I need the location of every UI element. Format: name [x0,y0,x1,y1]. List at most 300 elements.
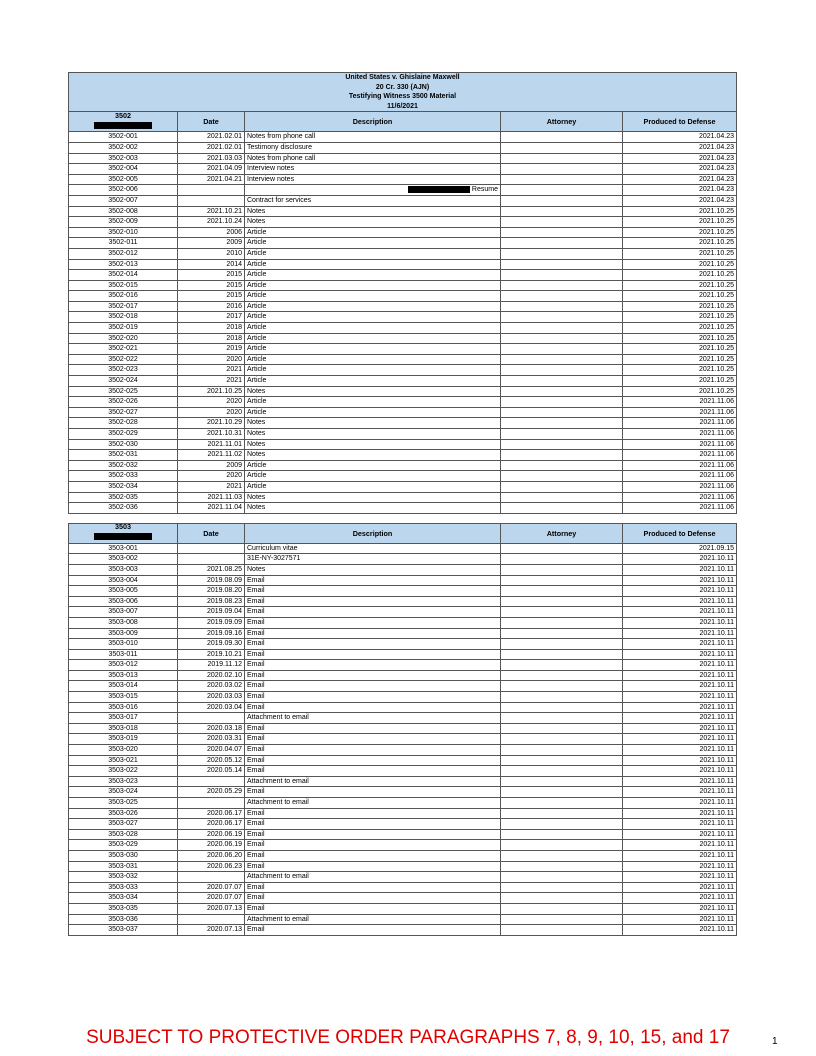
bates-id-cell: 3502-003 [69,153,178,164]
docket-number: 20 Cr. 330 (AJN) [69,83,737,93]
description-text: Email [247,767,265,775]
produced-date-cell: 2021.10.25 [623,354,737,365]
description-cell [245,142,501,153]
table-row [69,195,737,206]
description-cell [245,586,501,597]
bates-id-cell: 3503-033 [69,882,178,893]
produced-date-cell: 2021.10.11 [623,766,737,777]
description-cell [245,798,501,809]
produced-date-cell: 2021.11.06 [623,418,737,429]
bates-id-cell: 3503-026 [69,808,178,819]
bates-id-cell: 3502-029 [69,429,178,440]
table-row [69,586,737,597]
bates-id-cell: 3503-016 [69,702,178,713]
table-row [69,280,737,291]
table-row [69,692,737,703]
description-text: Email [247,883,265,891]
description-cell [245,386,501,397]
date-cell [178,914,245,925]
date-cell: 2019.09.04 [178,607,245,618]
date-cell: 2020.03.02 [178,681,245,692]
attorney-cell [501,323,623,334]
bates-id-cell: 3502-013 [69,259,178,270]
description-cell [245,376,501,387]
description-text: Email [247,682,265,690]
produced-date-cell: 2021.10.11 [623,607,737,618]
attorney-cell [501,397,623,408]
table-row [69,723,737,734]
table-row [69,840,737,851]
description-cell [245,670,501,681]
description-text: Notes [247,504,266,512]
date-cell: 2021.11.02 [178,450,245,461]
table-row [69,798,737,809]
attorney-cell [501,660,623,671]
table-row [69,153,737,164]
description-cell [245,554,501,565]
table-row [69,132,737,143]
table-row [69,344,737,355]
produced-date-cell: 2021.04.23 [623,142,737,153]
date-cell: 2021.11.01 [178,439,245,450]
bates-id-cell: 3503-012 [69,660,178,671]
date-cell: 2021 [178,365,245,376]
description-text: Article [247,313,267,321]
attorney-cell [501,312,623,323]
date-cell: 2021 [178,376,245,387]
table-row [69,333,737,344]
description-text: Contract for services [247,196,312,204]
bates-id-cell: 3502-019 [69,323,178,334]
description-text: Notes [247,565,266,573]
table-row [69,564,737,575]
description-cell [245,174,501,185]
produced-date-cell: 2021.11.06 [623,450,737,461]
description-text: Article [247,377,267,385]
table-row [69,259,737,270]
date-cell: 2020.06.20 [178,850,245,861]
description-cell [245,840,501,851]
description-text: Email [247,661,265,669]
produced-date-cell: 2021.10.11 [623,596,737,607]
bates-id-cell: 3503-027 [69,819,178,830]
date-cell: 2009 [178,460,245,471]
date-cell: 2020.03.31 [178,734,245,745]
description-cell [245,607,501,618]
produced-date-cell: 2021.10.11 [623,903,737,914]
description-cell [245,713,501,724]
description-cell [245,660,501,671]
description-text: Email [247,746,265,754]
date-cell: 2021.04.21 [178,174,245,185]
attorney-cell [501,291,623,302]
description-cell [245,596,501,607]
table-row [69,492,737,503]
date-cell: 2020.07.13 [178,925,245,936]
attorney-cell [501,819,623,830]
witness-id-header [69,112,178,132]
description-text: Attachment to email [247,714,309,722]
attorney-cell [501,174,623,185]
description-text: Article [247,292,267,300]
bates-id-cell: 3502-035 [69,492,178,503]
description-cell [245,734,501,745]
date-cell: 2021.03.03 [178,153,245,164]
description-text: Email [247,820,265,828]
table-row [69,808,737,819]
bates-id-cell: 3502-007 [69,195,178,206]
produced-date-cell: 2021.04.23 [623,164,737,175]
attorney-cell [501,217,623,228]
description-cell [245,543,501,554]
description-text: Email [247,894,265,902]
date-cell: 2020.05.14 [178,766,245,777]
attorney-cell [501,554,623,565]
attorney-cell [501,333,623,344]
description-cell [245,164,501,175]
witness-id: 3503 [115,523,131,532]
date-cell: 2020.04.07 [178,745,245,756]
bates-id-cell: 3502-006 [69,185,178,196]
bates-id-cell: 3503-018 [69,723,178,734]
page-number: 1 [772,1036,778,1047]
description-cell [245,418,501,429]
date-cell: 2020.06.17 [178,819,245,830]
table-row [69,301,737,312]
attorney-cell [501,280,623,291]
description-cell [245,723,501,734]
witness-table-3502 [68,111,737,513]
table-row [69,776,737,787]
bates-id-cell: 3503-015 [69,692,178,703]
produced-date-cell: 2021.10.11 [623,692,737,703]
bates-id-cell: 3502-015 [69,280,178,291]
description-cell [245,280,501,291]
description-cell [245,291,501,302]
attorney-cell [501,238,623,249]
date-cell: 2020 [178,471,245,482]
bates-id-cell: 3503-021 [69,755,178,766]
attorney-cell [501,586,623,597]
bates-id-cell: 3502-023 [69,365,178,376]
produced-date-cell: 2021.10.11 [623,840,737,851]
table-row [69,903,737,914]
produced-date-cell: 2021.11.06 [623,439,737,450]
description-cell [245,407,501,418]
table-row [69,238,737,249]
bates-id-cell: 3503-006 [69,596,178,607]
produced-date-cell: 2021.10.25 [623,376,737,387]
description-text: Curriculum vitae [247,544,298,552]
table-row [69,481,737,492]
attorney-cell [501,681,623,692]
attorney-cell [501,787,623,798]
date-cell: 2020.06.19 [178,829,245,840]
description-text: Email [247,597,265,605]
attorney-cell [501,607,623,618]
date-cell: 2020.06.23 [178,861,245,872]
description-cell [245,492,501,503]
date-cell: 2016 [178,301,245,312]
bates-id-cell: 3502-032 [69,460,178,471]
table-row [69,471,737,482]
attorney-cell [501,344,623,355]
produced-date-cell: 2021.10.11 [623,882,737,893]
produced-date-cell: 2021.11.06 [623,503,737,514]
produced-date-cell: 2021.09.15 [623,543,737,554]
witness-sections [68,111,736,935]
produced-date-cell: 2021.10.25 [623,312,737,323]
description-cell [245,681,501,692]
table-row [69,649,737,660]
bates-id-cell: 3502-026 [69,397,178,408]
produced-date-cell: 2021.10.25 [623,217,737,228]
attorney-cell [501,596,623,607]
description-cell [245,882,501,893]
description-text: Email [247,904,265,912]
table-row [69,819,737,830]
table-row [69,270,737,281]
produced-date-cell: 2021.10.11 [623,734,737,745]
document-date: 11/6/2021 [69,102,737,112]
attorney-cell [501,376,623,387]
table-row [69,206,737,217]
produced-date-cell: 2021.11.06 [623,481,737,492]
bates-id-cell: 3502-021 [69,344,178,355]
bates-id-cell: 3503-001 [69,543,178,554]
attorney-cell [501,840,623,851]
table-row [69,460,737,471]
description-text: Notes from phone call [247,154,316,162]
redaction-bar [408,186,470,193]
description-text: Article [247,482,267,490]
produced-date-cell: 2021.04.23 [623,174,737,185]
produced-header: Produced to Defense [623,112,737,132]
date-cell: 2018 [178,333,245,344]
bates-id-cell: 3503-011 [69,649,178,660]
produced-date-cell: 2021.10.11 [623,925,737,936]
table-row [69,617,737,628]
attorney-cell [501,270,623,281]
attorney-cell [501,471,623,482]
description-text: Notes [247,387,266,395]
description-cell [245,333,501,344]
description-cell [245,628,501,639]
produced-date-cell: 2021.10.11 [623,660,737,671]
table-row [69,872,737,883]
produced-date-cell: 2021.10.11 [623,586,737,597]
description-text: Article [247,281,267,289]
table-row [69,323,737,334]
attorney-cell [501,670,623,681]
bates-id-cell: 3503-013 [69,670,178,681]
bates-id-cell: 3503-031 [69,861,178,872]
date-cell [178,713,245,724]
produced-date-cell: 2021.10.11 [623,755,737,766]
table-row [69,142,737,153]
produced-date-cell: 2021.10.11 [623,787,737,798]
attorney-cell [501,481,623,492]
produced-date-cell: 2021.10.11 [623,702,737,713]
bates-id-cell: 3503-020 [69,745,178,756]
bates-id-cell: 3502-009 [69,217,178,228]
produced-date-cell: 2021.10.11 [623,713,737,724]
table-row [69,766,737,777]
table-row [69,543,737,554]
description-text: Article [247,345,267,353]
bates-id-cell: 3503-014 [69,681,178,692]
table-row [69,554,737,565]
date-cell: 2021.08.25 [178,564,245,575]
date-cell: 2020.07.07 [178,893,245,904]
produced-date-cell: 2021.10.25 [623,238,737,249]
description-cell [245,639,501,650]
bates-id-cell: 3503-036 [69,914,178,925]
bates-id-cell: 3503-037 [69,925,178,936]
bates-id-cell: 3503-030 [69,850,178,861]
description-header: Description [245,112,501,132]
date-cell: 2021.10.21 [178,206,245,217]
bates-id-cell: 3502-008 [69,206,178,217]
table-row [69,407,737,418]
produced-date-cell: 2021.10.11 [623,639,737,650]
date-cell: 2021.10.29 [178,418,245,429]
table-row [69,681,737,692]
description-text: Article [247,472,267,480]
produced-date-cell: 2021.04.23 [623,153,737,164]
produced-date-cell: 2021.04.23 [623,195,737,206]
description-text: Interview notes [247,175,295,183]
attorney-cell [501,914,623,925]
table-row [69,164,737,175]
produced-date-cell: 2021.10.11 [623,745,737,756]
date-cell: 2010 [178,248,245,259]
attorney-cell [501,460,623,471]
section-gap [68,514,736,523]
bates-id-cell: 3502-016 [69,291,178,302]
description-text: Email [247,640,265,648]
description-cell [245,649,501,660]
description-text: 31E-NY-3027571 [247,555,301,563]
description-text: Email [247,830,265,838]
table-row [69,217,737,228]
description-text: Notes [247,430,266,437]
date-cell: 2021.10.25 [178,386,245,397]
description-cell [245,344,501,355]
description-cell [245,460,501,471]
produced-date-cell: 2021.10.11 [623,670,737,681]
attorney-cell [501,766,623,777]
produced-date-cell: 2021.10.11 [623,628,737,639]
produced-date-cell: 2021.10.25 [623,248,737,259]
produced-date-cell: 2021.10.11 [623,861,737,872]
attorney-cell [501,649,623,660]
description-text: Email [247,671,265,679]
attorney-cell [501,503,623,514]
description-cell [245,481,501,492]
date-cell: 2020 [178,397,245,408]
bates-id-cell: 3503-009 [69,628,178,639]
produced-date-cell: 2021.11.06 [623,429,737,440]
date-cell: 2018 [178,323,245,334]
protective-order-notice: SUBJECT TO PROTECTIVE ORDER PARAGRAPHS 7, 8, 9, 10, 15, and 17 [86,1027,730,1048]
produced-date-cell: 2021.10.11 [623,649,737,660]
description-cell [245,564,501,575]
column-header-row [69,523,737,543]
table-row [69,925,737,936]
bates-id-cell: 3502-036 [69,503,178,514]
table-row [69,734,737,745]
produced-date-cell: 2021.10.25 [623,259,737,270]
description-cell [245,195,501,206]
bates-id-cell: 3502-033 [69,471,178,482]
date-cell: 2020.06.19 [178,840,245,851]
table-row [69,660,737,671]
produced-date-cell: 2021.11.06 [623,471,737,482]
redaction-bar [94,533,152,540]
bates-id-cell: 3502-010 [69,227,178,238]
table-row [69,365,737,376]
date-cell: 2020.03.18 [178,723,245,734]
date-cell [178,185,245,196]
attorney-cell [501,142,623,153]
date-cell: 2021.11.03 [178,492,245,503]
table-row [69,755,737,766]
bates-id-cell: 3503-005 [69,586,178,597]
description-cell [245,787,501,798]
attorney-cell [501,808,623,819]
table-row [69,185,737,196]
date-cell: 2020.05.12 [178,755,245,766]
table-row [69,450,737,461]
description-cell [245,914,501,925]
description-cell [245,692,501,703]
date-cell: 2021.02.01 [178,142,245,153]
date-cell: 2019.08.20 [178,586,245,597]
attorney-cell [501,882,623,893]
attorney-cell [501,164,623,175]
description-text: Attachment to email [247,873,309,881]
bates-id-cell: 3502-001 [69,132,178,143]
attorney-cell [501,617,623,628]
description-text: Email [247,703,265,711]
description-cell [245,238,501,249]
bates-id-cell: 3502-002 [69,142,178,153]
produced-date-cell: 2021.11.06 [623,492,737,503]
description-text: Article [247,249,267,257]
description-text: Article [247,366,267,374]
date-cell [178,872,245,883]
description-cell [245,153,501,164]
date-cell [178,776,245,787]
produced-date-cell: 2021.04.23 [623,132,737,143]
bates-id-cell: 3502-012 [69,248,178,259]
description-text: Article [247,355,267,363]
table-row [69,397,737,408]
witness-id: 3502 [115,111,131,120]
description-cell [245,206,501,217]
attorney-cell [501,755,623,766]
attorney-cell [501,185,623,196]
attorney-cell [501,872,623,883]
date-cell: 2019.08.09 [178,575,245,586]
produced-date-cell: 2021.11.06 [623,397,737,408]
bates-id-cell: 3502-014 [69,270,178,281]
produced-date-cell: 2021.10.11 [623,564,737,575]
description-text: Email [247,587,265,595]
produced-date-cell: 2021.10.11 [623,776,737,787]
bates-id-cell: 3503-010 [69,639,178,650]
